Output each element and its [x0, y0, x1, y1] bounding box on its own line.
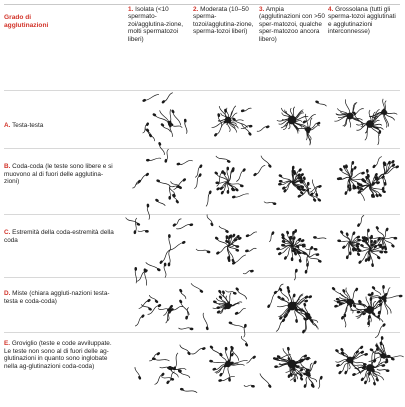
column-header-2: [193, 6, 255, 36]
cell-b-1-illustration: [130, 156, 196, 212]
row-label-d-text: Miste (chiara aggluti-nazioni testa-testa e coda-coda): [4, 290, 110, 305]
sperm-drawing: [130, 280, 196, 336]
row-label-e-text: Groviglio (teste e code avviluppate. Le teste non sono al di fuori delle ag-glutinazioni in quanto sono inglobate nella ag-glutinazioni coda-coda): [4, 340, 112, 370]
sperm-drawing: [196, 156, 262, 212]
cell-d-2-illustration: [196, 280, 262, 336]
column-header-1: [128, 6, 188, 43]
sperm-drawing: [330, 280, 396, 336]
top-rule: [4, 4, 400, 5]
cell-e-2-illustration: [196, 338, 262, 394]
row-rule-c: [4, 277, 400, 278]
cell-d-4-illustration: [330, 280, 396, 336]
cell-a-3-illustration: [262, 94, 328, 150]
sperm-drawing: [196, 220, 262, 276]
sperm-drawing: [130, 156, 196, 212]
sperm-drawing: [130, 220, 196, 276]
column-header-3: [259, 6, 325, 43]
cell-a-4-illustration: [330, 94, 396, 150]
cell-b-3-illustration: [262, 156, 328, 212]
row-label-a: [4, 122, 116, 130]
header-rule: [4, 90, 400, 91]
grade-column-title: Grado di agglutinazioni: [4, 14, 49, 29]
sperm-drawing: [262, 156, 328, 212]
column-header-3-number: 3.: [259, 6, 265, 13]
row-label-c-text: Estremità della coda-estremità della coda: [4, 229, 114, 244]
column-header-3-text: Ampia (agglutinazioni con >50 sper-matozoi, qualche sper-matozoo ancora libero): [259, 6, 325, 43]
sperm-drawing: [196, 338, 262, 394]
column-header-4: [328, 6, 400, 36]
sperm-drawing: [262, 338, 328, 394]
cell-c-1-illustration: [130, 220, 196, 276]
sperm-drawing: [262, 220, 328, 276]
cell-e-3-illustration: [262, 338, 328, 394]
column-header-2-number: 2.: [193, 6, 199, 13]
sperm-drawing: [330, 220, 396, 276]
cell-a-1-illustration: [130, 94, 196, 150]
cell-a-2-illustration: [196, 94, 262, 150]
row-label-a-letter: A.: [4, 122, 11, 129]
row-label-c-letter: C.: [4, 229, 11, 236]
cell-b-2-illustration: [196, 156, 262, 212]
sperm-drawing: [330, 94, 396, 150]
sperm-drawing: [262, 94, 328, 150]
column-header-4-text: Grossolana (tutti gli sperma-tozoi agglutinati e agglutinazioni interconnesse): [328, 6, 396, 36]
cell-c-4-illustration: [330, 220, 396, 276]
row-label-d-letter: D.: [4, 290, 11, 297]
sperm-drawing: [196, 280, 262, 336]
sperm-drawing: [196, 94, 262, 150]
sperm-drawing: [130, 338, 196, 394]
cell-c-2-illustration: [196, 220, 262, 276]
column-header-4-number: 4.: [328, 6, 334, 13]
row-label-a-text: Testa-testa: [10, 122, 44, 129]
sperm-drawing: [330, 156, 396, 212]
row-rule-b: [4, 214, 400, 215]
sperm-drawing: [262, 280, 328, 336]
cell-e-1-illustration: [130, 338, 196, 394]
row-label-d: [4, 290, 116, 305]
sperm-drawing: [330, 338, 396, 394]
cell-c-3-illustration: [262, 220, 328, 276]
cell-b-4-illustration: [330, 156, 396, 212]
row-label-e-letter: E.: [4, 340, 11, 347]
cell-d-1-illustration: [130, 280, 196, 336]
cell-e-4-illustration: [330, 338, 396, 394]
cell-d-3-illustration: [262, 280, 328, 336]
row-label-b: [4, 163, 116, 186]
sperm-drawing: [130, 94, 196, 150]
row-label-c: [4, 229, 116, 244]
column-header-1-text: Isolata (<10 spermato-zoi/agglutina-zione, molti spermatozoi liberi): [128, 6, 184, 43]
row-label-e: [4, 340, 116, 370]
row-label-b-letter: B.: [4, 163, 11, 170]
column-header-1-number: 1.: [128, 6, 134, 13]
column-header-2-text: Moderata (10–50 sperma-tozoi/agglutina-zione, sperma-tozoi liberi): [193, 6, 254, 36]
row-label-b-text: Coda-coda (le teste sono libere e si muovono al di fuori delle agglutina-zioni): [4, 163, 113, 185]
